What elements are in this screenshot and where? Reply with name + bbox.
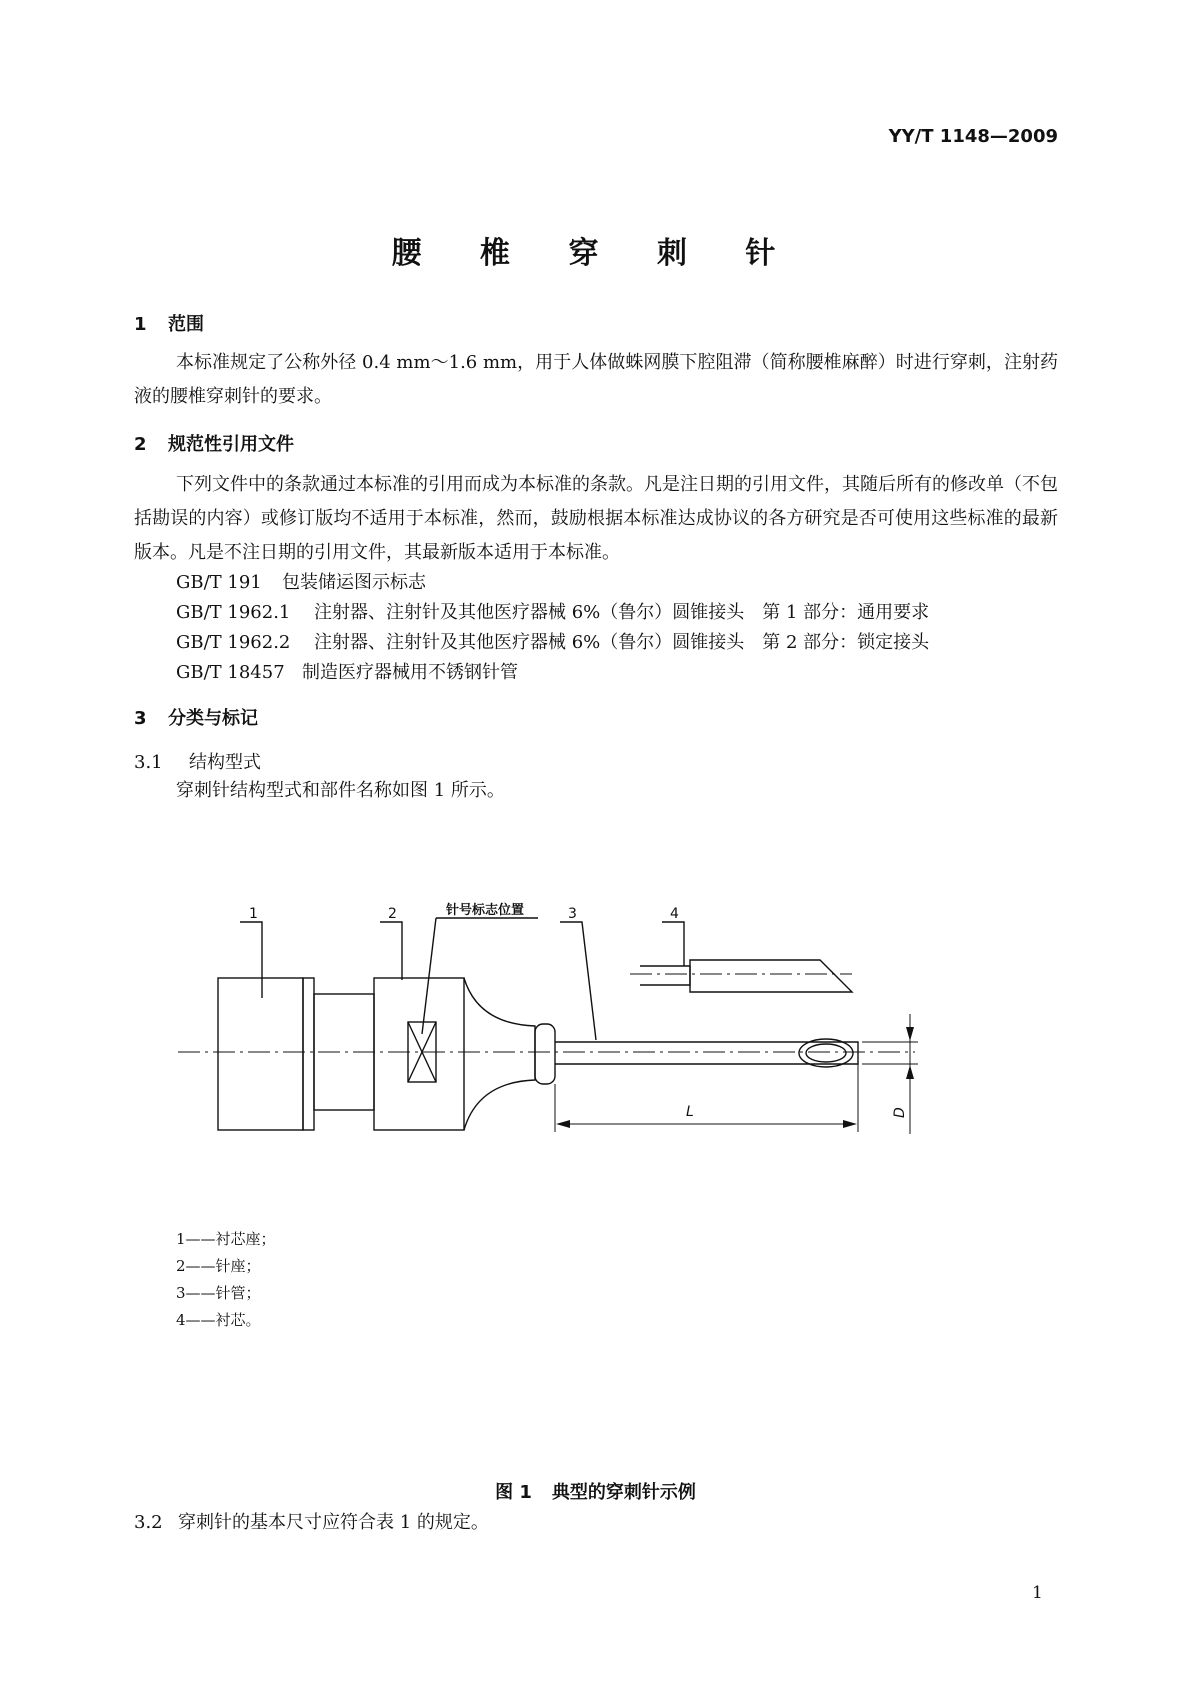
figure-legend-item: 1——衬芯座； — [176, 1230, 276, 1248]
diameter-label: D — [892, 1107, 908, 1118]
reference-title: 注射器、注射针及其他医疗器械 6%（鲁尔）圆锥接头 第 2 部分：锁定接头 — [314, 632, 930, 653]
leader-line-4 — [662, 922, 684, 966]
reference-item — [176, 568, 426, 594]
reference-code: GB/T 191 — [176, 572, 262, 593]
section-1-heading — [134, 310, 204, 336]
needle-hub-body — [374, 978, 464, 1130]
reference-code: GB/T 1962.1 — [176, 602, 291, 623]
leader-line-mark — [422, 918, 436, 1034]
figure-caption-text: 典型的穿刺针示例 — [551, 1482, 696, 1503]
page-number: 1 — [1032, 1583, 1043, 1603]
reference-code: GB/T 1962.2 — [176, 632, 291, 653]
section-title: 规范性引用文件 — [168, 434, 294, 455]
part-label-1: 1 — [249, 906, 258, 922]
part-label-4: 4 — [670, 906, 679, 922]
reference-title: 注射器、注射针及其他医疗器械 6%（鲁尔）圆锥接头 第 1 部分：通用要求 — [314, 602, 930, 623]
section-3-heading — [134, 704, 258, 730]
figure-legend-item: 2——针座； — [176, 1257, 261, 1275]
reference-item — [176, 628, 929, 654]
subsection-number: 3.1 — [134, 752, 163, 773]
leader-line-2 — [380, 922, 402, 980]
subsection-text: 穿刺针的基本尺寸应符合表 1 的规定。 — [178, 1512, 489, 1533]
stylet-bevel — [690, 960, 852, 992]
needle-hub-taper — [464, 978, 535, 1130]
bevel-inner-ellipse — [806, 1044, 846, 1062]
reference-title: 包装储运图示标志 — [282, 572, 426, 593]
reference-code: GB/T 18457 — [176, 662, 285, 683]
dimension-arrow — [906, 1027, 914, 1041]
section-title: 范围 — [168, 314, 204, 335]
section-number: 1 — [134, 314, 147, 335]
subsection-3-1-heading — [134, 748, 261, 774]
dimension-arrow — [556, 1120, 570, 1128]
bevel-outer-ellipse — [799, 1039, 853, 1067]
length-label: L — [686, 1104, 694, 1120]
standard-code: YY/T 1148—2009 — [888, 126, 1058, 147]
section-title: 分类与标记 — [168, 708, 258, 729]
document-title: 腰 椎 穿 刺 针 — [391, 236, 800, 271]
section-number: 3 — [134, 708, 147, 729]
stylet-hub-body — [218, 978, 303, 1130]
subsection-number: 3.2 — [134, 1512, 163, 1533]
dimension-arrow — [906, 1065, 914, 1079]
mark-position-label: 针号标志位置 — [446, 903, 525, 918]
section-2-heading — [134, 430, 294, 456]
figure-caption — [0, 1478, 1191, 1504]
leader-line-3 — [560, 922, 596, 1040]
figure-legend-item: 4——衬芯。 — [176, 1311, 261, 1329]
dimension-arrow — [843, 1120, 857, 1128]
section-1-paragraph: 本标准规定了公称外径 0.4 mm～1.6 mm，用于人体做蛛网膜下腔阻滞（简称腰椎麻醉）时进行穿刺，注射药液的腰椎穿刺针的要求。 — [134, 352, 1058, 407]
subsection-3-1-paragraph: 穿刺针结构型式和部件名称如图 1 所示。 — [176, 780, 505, 801]
part-label-2: 2 — [388, 906, 397, 922]
section-number: 2 — [134, 434, 147, 455]
figure-legend-item: 3——针管； — [176, 1284, 261, 1302]
stylet-end — [640, 966, 690, 985]
section-2-paragraph: 下列文件中的条款通过本标准的引用而成为本标准的条款。凡是注日期的引用文件，其随后所有的修改单（不包括勘误的内容）或修订版均不适用于本标准，然而，鼓励根据本标准达成协议的各方研究是否可使用这些标准的最新版本。凡是不注日期的引用文件，其最新版本适用于本标准。 — [134, 474, 1058, 563]
reference-item — [176, 658, 518, 684]
stylet-hub-flange — [303, 978, 314, 1130]
cannula-tip — [845, 1042, 858, 1064]
subsection-title: 结构型式 — [189, 752, 261, 773]
needle-hub-collar — [535, 1024, 555, 1084]
subsection-3-2 — [134, 1508, 489, 1534]
reference-item — [176, 598, 929, 624]
reference-title: 制造医疗器械用不锈钢针管 — [302, 662, 518, 683]
figure-number: 图 1 — [495, 1482, 532, 1503]
needle-drawing — [0, 880, 1191, 1210]
part-label-3: 3 — [568, 906, 577, 922]
leader-line-1 — [240, 922, 262, 998]
